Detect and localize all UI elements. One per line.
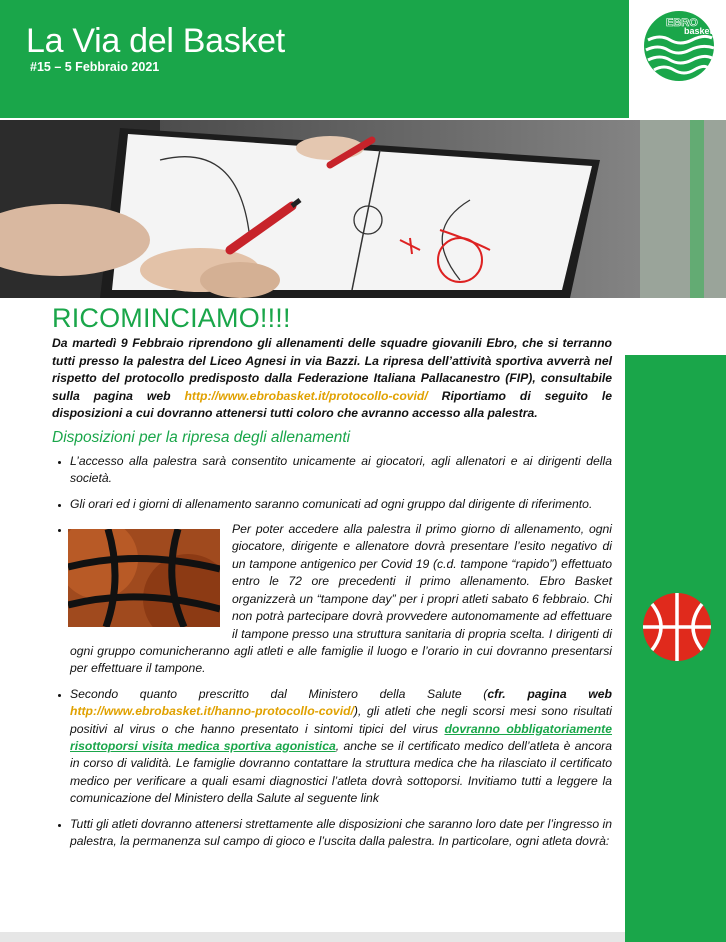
list-item [70,686,612,808]
logo-bottom-text: basket [684,26,713,36]
issue-date: #15 – 5 Febbraio 2021 [30,60,160,74]
intro-paragraph [52,335,612,422]
list-item [70,453,612,488]
rules-list [52,453,612,851]
coach-tactics-photo [0,120,726,298]
bullet-text: Gli orari ed i giorni di allenamento saranno comunicati ad ogni gruppo dal dirigente di riferimento. [70,496,593,511]
list-item [70,816,612,851]
article-body [52,303,613,858]
newsletter-title: La Via del Basket [26,22,285,60]
bullet-text: Tutti gli atleti dovranno attenersi strettamente alle disposizioni che saranno loro date per l’ingresso in palestra, la permanenza sul campo di gioco e l’uscita dalla palestra. In particolare, ogni atleta dovrà: [70,816,612,848]
bullet-text: ), gli atleti che negli scorsi mesi sono risultati positivi al virus o che hanno presentato i sintomi tipici del virus [70,704,612,736]
bullet-text: Per poter accedere alla palestra il primo giorno di allenamento, ogni giocatore, dirigente e allenatore dovrà presentare l’esito negativo di un tampone antigenico per Covid 19 (c.d. tampone “rapido”) effettuato entro le 72 ore precedenti il primo allenamento. Ebro Basket organizzerà un “tampone day” per i propri atleti sabato 6 febbraio. Chi non potrà partecipare dovrà provvedere autonomamente ad effettuare il tampone presso una struttura sanitaria di propria scelta. I dirigenti di ogni gruppo comunicheranno agli atleti e alle famiglie il luogo e l’orario in cui dovranno presentarsi per effettuare il tampone. [70,522,612,676]
medical-visit-link[interactable]: dovranno obbligatoriamente risottoporsi visita medica sportiva agonistica [70,721,612,753]
intro-text: Da martedì 9 Febbraio riprendono gli allenamenti delle squadre giovanili Ebro, che si terranno tutti presso la palestra del Liceo Agnesi in via Bazzi. La ripresa dell’attività sportiva avverrà nel rispetto del protocollo predisposto dalla Federazione Italiana Pallacanestro (FIP), consultabile sulla pagina web [52,336,612,403]
bullet-text: , anche se il certificato medico dell’atleta è ancora in corso di validità. Le famiglie dovranno contattare la struttura medica che ha rilasciato il certificato medico per verificare a quali esami diagnostici l’atleta dovrà sottoporsi. Invitiamo tutti a leggere la comunicazione del Ministero della Salute al seguente link [70,738,613,806]
section-subheading: Disposizioni per la ripresa degli allenamenti [52,429,351,447]
footer-bar [0,932,625,942]
bullet-text: L’accesso alla palestra sarà consentito unicamente ai giocatori, agli allenatori e ai dirigenti della società. [70,453,612,486]
intro-tail: Riportiamo di seguito le disposizioni a cui dovranno attenersi tutti coloro che avranno accesso alla palestra. [52,388,613,421]
bullet-text: Secondo quanto prescritto dal Ministero della Salute ( [70,686,488,701]
newsletter-header [0,0,629,118]
logo-top-text: EBRO [666,17,698,29]
ebro-basket-logo [640,6,718,84]
ministry-link[interactable]: http://www.ebrobasket.it/hanno-protocollo-covid/ [70,704,354,719]
cfr-label: cfr. pagina web [487,686,612,701]
protocol-link[interactable]: http://www.ebrobasket.it/protocollo-covid/ [184,388,428,403]
basketball-texture-image [68,529,220,627]
list-item [70,521,612,678]
basketball-icon [640,590,714,664]
list-item [70,496,612,513]
article-heading: RICOMINCIAMO!!!! [52,303,291,333]
